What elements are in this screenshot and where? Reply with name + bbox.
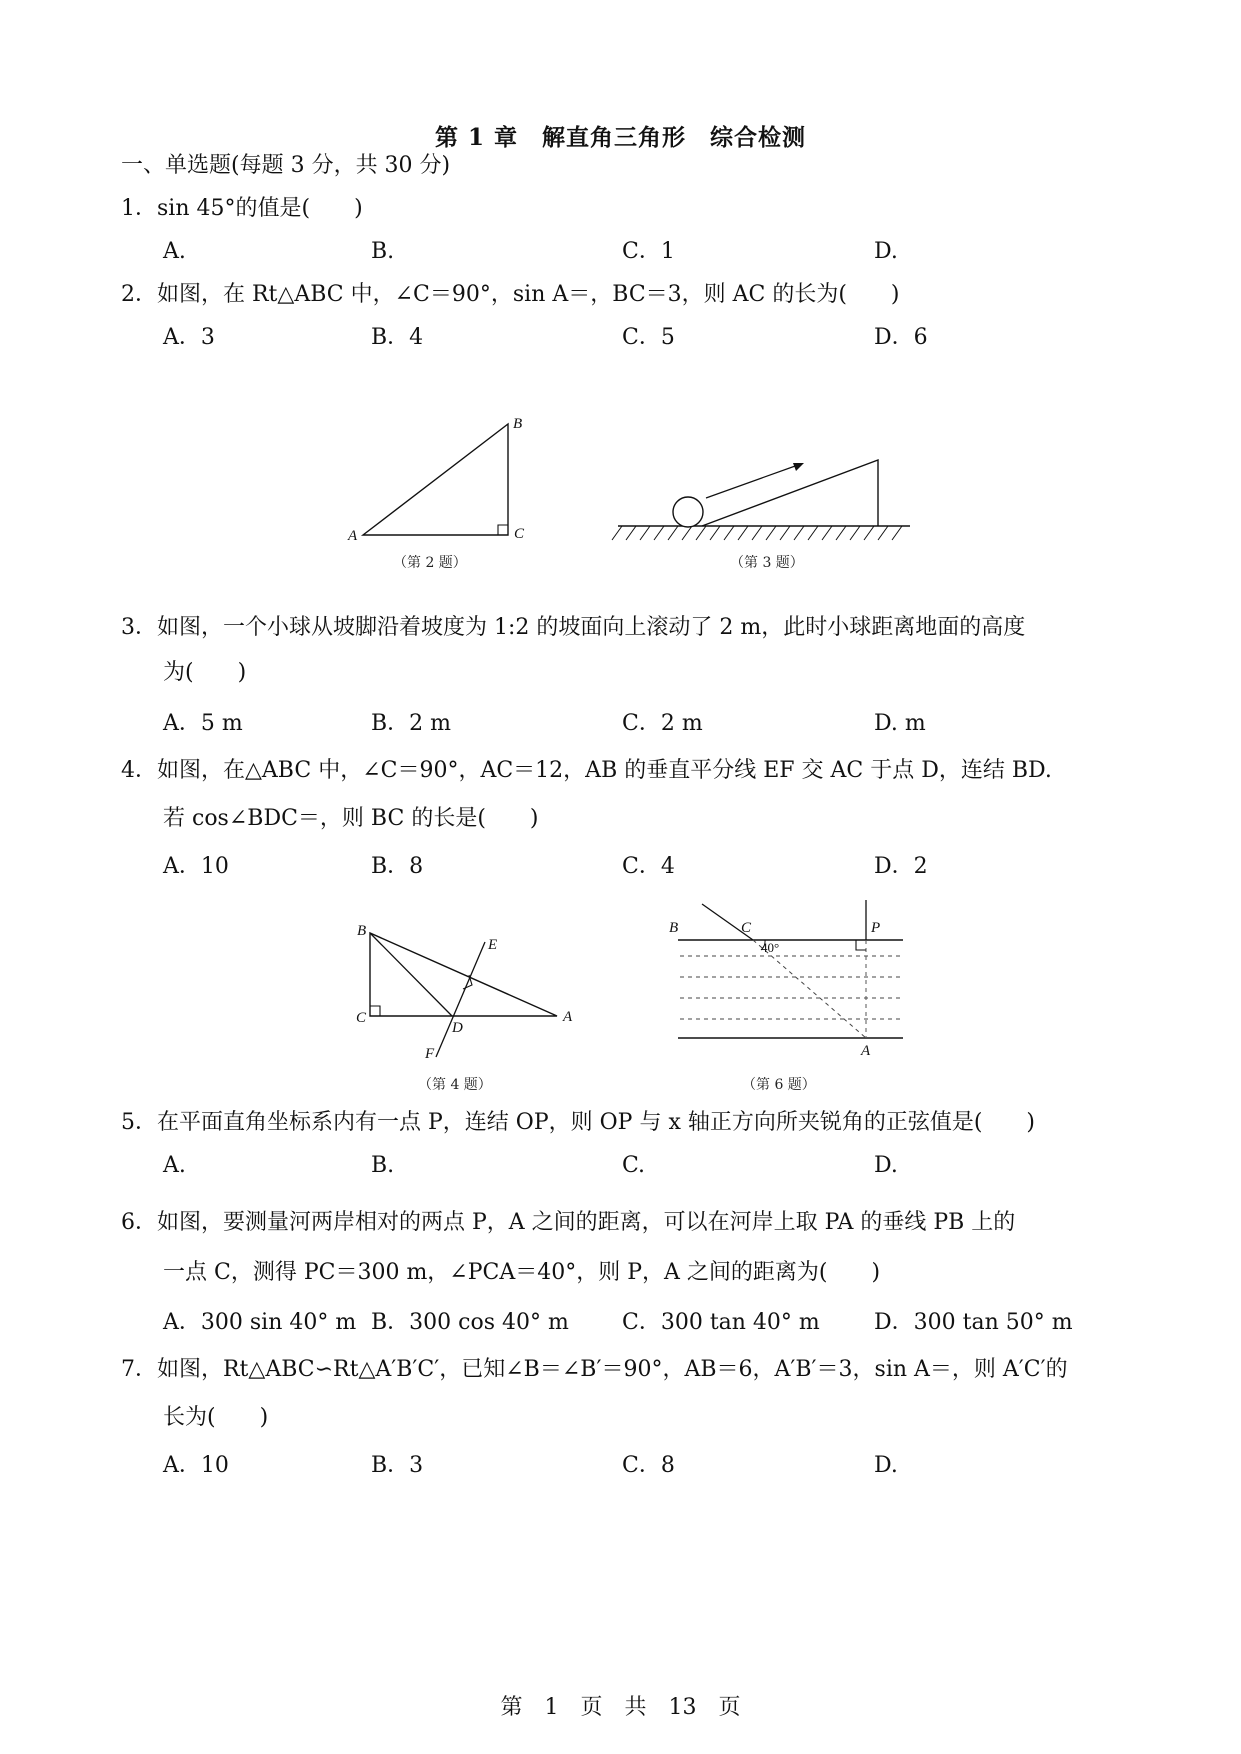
fig4-label-d: D: [452, 1020, 463, 1036]
question-3-option-d: D. m: [874, 711, 926, 736]
figure-4-bisector: [345, 915, 585, 1065]
figure-3-slope: [610, 450, 920, 550]
question-7-stem-continued: 长为( ): [163, 1405, 269, 1430]
question-3-option-b: B．2 m: [371, 711, 452, 736]
fig6-angle-label: 40°: [761, 940, 780, 955]
section-heading: 一、单选题(每题 3 分，共 30 分): [121, 153, 451, 178]
question-6-option-b: B．300 cos 40° m: [371, 1310, 569, 1335]
question-2-option-d: D．6: [874, 325, 928, 350]
question-6-option-a: A．300 sin 40° m: [163, 1310, 357, 1335]
fig6-label-p: P: [871, 920, 881, 936]
figure-6-caption: （第 6 题）: [742, 1077, 816, 1093]
fig4-label-a: A: [563, 1009, 573, 1025]
figure-6-river: [665, 898, 915, 1068]
question-7-option-b: B．3: [371, 1453, 424, 1478]
fig6-label-a: A: [861, 1043, 871, 1059]
question-3-option-a: A．5 m: [163, 711, 243, 736]
question-3-stem: 3．如图，一个小球从坡脚沿着坡度为 1:2 的坡面向上滚动了 2 m，此时小球距离地面的高度: [121, 615, 1026, 640]
fig2-label-b: B: [513, 416, 523, 432]
fig6-label-c: C: [741, 920, 752, 936]
question-1-option-b: B.: [371, 239, 395, 264]
question-5-option-c: C.: [622, 1153, 646, 1178]
fig2-label-a: A: [348, 528, 358, 544]
fig4-label-e: E: [488, 937, 498, 953]
question-3-option-c: C．2 m: [622, 711, 703, 736]
question-6-stem-continued: 一点 C，测得 PC＝300 m，∠PCA＝40°，则 P，A 之间的距离为( ): [163, 1260, 881, 1285]
figure-2-triangle: [340, 400, 540, 570]
figure-2-caption: （第 2 题）: [393, 555, 467, 571]
question-2-option-c: C．5: [622, 325, 675, 350]
page-footer: 第 1 页 共 13 页: [500, 1695, 741, 1720]
question-2-option-a: A．3: [163, 325, 215, 350]
question-2-stem: 2．如图，在 Rt△ABC 中，∠C＝90°，sin A＝，BC＝3，则 AC 的长为( ): [121, 282, 900, 307]
question-7-option-c: C．8: [622, 1453, 675, 1478]
question-1-option-a: A.: [163, 239, 186, 264]
question-4-option-c: C．4: [622, 854, 675, 879]
page-title: 第 1 章 解直角三角形 综合检测: [434, 124, 807, 151]
question-1-option-c: C．1: [622, 239, 675, 264]
question-3-stem-continued: 为( ): [163, 660, 247, 685]
question-4-stem: 4．如图，在△ABC 中，∠C＝90°，AC＝12，AB 的垂直平分线 EF 交 AC 于点 D，连结 BD.: [121, 758, 1052, 783]
question-4-option-d: D．2: [874, 854, 928, 879]
question-2-option-b: B．4: [371, 325, 424, 350]
fig4-label-f: F: [425, 1046, 435, 1062]
question-5-option-a: A.: [163, 1153, 186, 1178]
question-1-stem: 1．sin 45°的值是( ): [121, 196, 363, 221]
question-6-option-d: D．300 tan 50° m: [874, 1310, 1073, 1335]
question-5-option-d: D.: [874, 1153, 898, 1178]
question-4-option-b: B．8: [371, 854, 424, 879]
question-1-option-d: D.: [874, 239, 898, 264]
question-6-stem: 6．如图，要测量河两岸相对的两点 P，A 之间的距离，可以在河岸上取 PA 的垂线 PB 上的: [121, 1210, 1016, 1235]
fig2-label-c: C: [514, 526, 525, 542]
fig4-label-c: C: [356, 1010, 367, 1026]
question-7-stem: 7．如图，Rt△ABC∽Rt△A′B′C′，已知∠B＝∠B′＝90°，AB＝6，A′B′＝3，sin A＝，则 A′C′的: [121, 1357, 1068, 1382]
question-6-option-c: C．300 tan 40° m: [622, 1310, 820, 1335]
question-7-option-a: A．10: [163, 1453, 229, 1478]
question-7-option-d: D.: [874, 1453, 898, 1478]
fig6-label-b: B: [669, 920, 679, 936]
question-4-option-a: A．10: [163, 854, 229, 879]
question-4-stem-continued: 若 cos∠BDC＝，则 BC 的长是( ): [163, 806, 539, 831]
figure-3-caption: （第 3 题）: [730, 555, 804, 571]
figure-4-caption: （第 4 题）: [418, 1077, 492, 1093]
question-5-stem: 5．在平面直角坐标系内有一点 P，连结 OP，则 OP 与 x 轴正方向所夹锐角的正弦值是( ): [121, 1110, 1036, 1135]
fig4-label-b: B: [357, 923, 367, 939]
question-5-option-b: B.: [371, 1153, 395, 1178]
